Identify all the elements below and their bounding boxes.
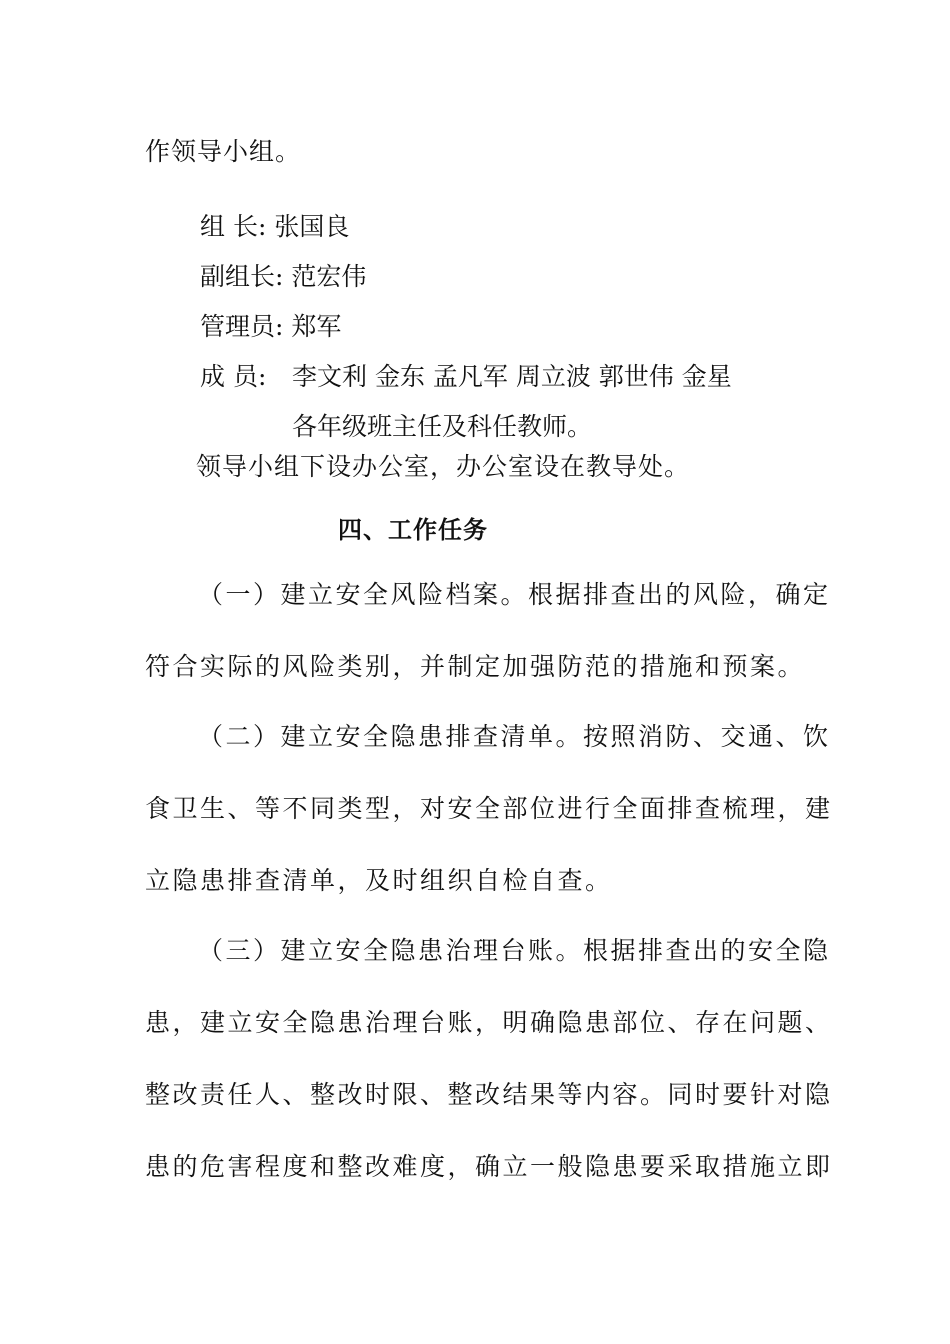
leader-line: 组 长: 张国良	[200, 212, 350, 241]
paragraph-1-line-2: 符合实际的风险类别，并制定加强防范的措施和预案。	[145, 652, 806, 681]
administrator-line: 管理员: 郑军	[200, 312, 342, 341]
paragraph-3-line-2: 患，建立安全隐患治理台账，明确隐患部位、存在问题、	[145, 1008, 833, 1037]
paragraph-3-line-3: 整改责任人、整改时限、整改结果等内容。同时要针对隐	[145, 1080, 833, 1109]
section-heading: 四、工作任务	[338, 516, 488, 544]
paragraph-3-line-1: （三）建立安全隐患治理台账。根据排查出的安全隐	[198, 936, 831, 965]
intro-line: 作领导小组。	[145, 137, 302, 166]
paragraph-2-line-2: 食卫生、等不同类型，对安全部位进行全面排查梳理，建	[145, 794, 833, 823]
members-continuation: 各年级班主任及科任教师。	[292, 412, 593, 441]
paragraph-1-line-1: （一）建立安全风险档案。根据排查出的风险，确定	[198, 580, 831, 609]
deputy-leader-line: 副组长: 范宏伟	[200, 262, 367, 291]
paragraph-2-line-1: （二）建立安全隐患排查清单。按照消防、交通、饮	[198, 722, 831, 751]
paragraph-2-line-3: 立隐患排查清单，及时组织自检自查。	[145, 866, 613, 895]
paragraph-3-line-4: 患的危害程度和整改难度，确立一般隐患要采取措施立即	[145, 1152, 833, 1181]
members-label: 成 员:	[200, 362, 267, 391]
members-names: 李文利 金东 孟凡军 周立波 郭世伟 金星	[292, 362, 732, 391]
office-line: 领导小组下设办公室，办公室设在教导处。	[196, 452, 691, 481]
members-line	[200, 362, 732, 392]
